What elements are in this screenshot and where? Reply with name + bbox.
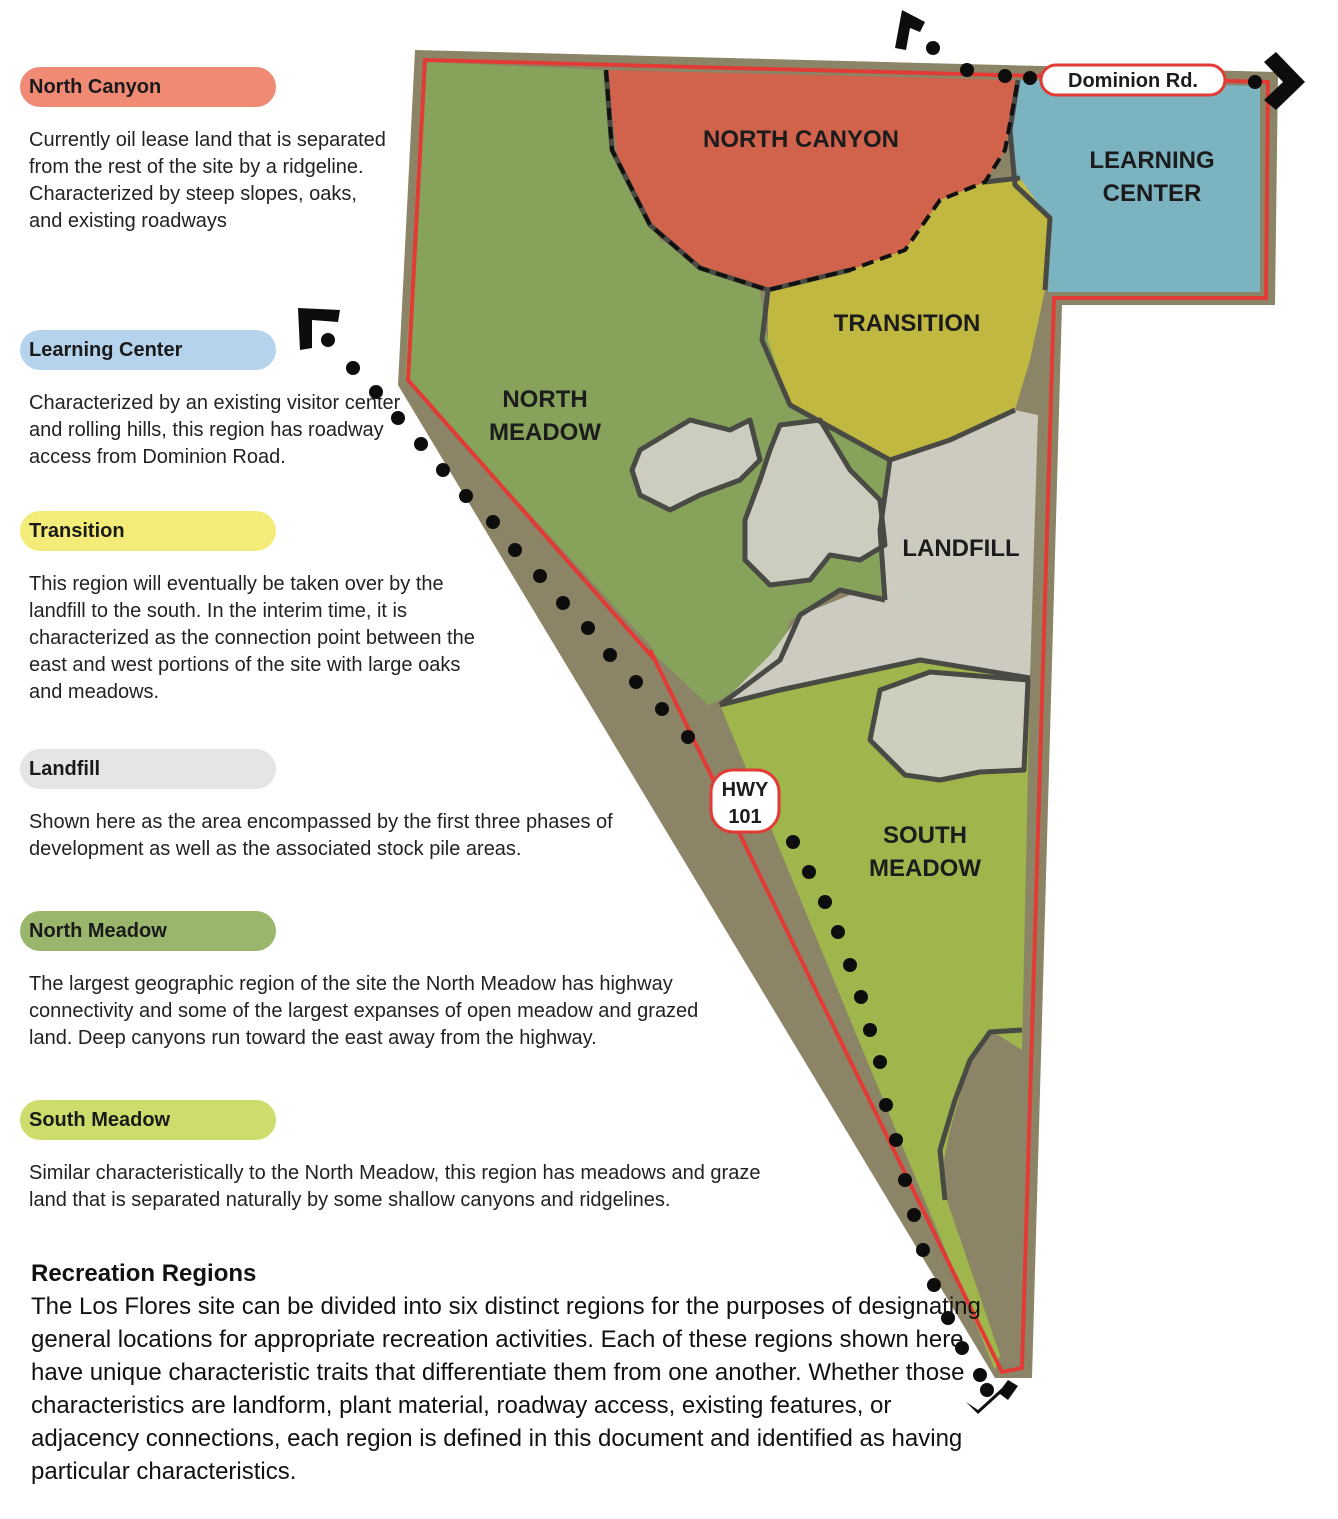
summary-body: The Los Flores site can be divided into six distinct regions for the purposes of designating general locations for appropriate recreation activities. Each of these regions shown here have unique characteristic traits that differentiate them from one another. Whether those characteristics are landform, plant material, roadway access, existing features, or adjacency connections, each region is defined in this document and identified as having particular characteristics. (31, 1293, 981, 1485)
legend-title-transition: Transition (20, 511, 276, 551)
label-landfill: LANDFILL (902, 535, 1020, 562)
label-north-meadow-line2: MEADOW (489, 419, 601, 446)
label-north-canyon: NORTH CANYON (703, 126, 899, 153)
legend-title-north-canyon: North Canyon (20, 67, 276, 107)
label-north-meadow-line1: NORTH (502, 386, 588, 413)
recreation-regions-summary (31, 1258, 991, 1488)
label-learning-center-line2: CENTER (1102, 180, 1202, 207)
legend-desc-transition: This region will eventually be taken over by the landfill to the south. In the interim time, it is characterized as the connection point between the east and west portions of the site with large oaks and meadows. (29, 573, 475, 703)
legend-desc-landfill: Shown here as the area encompassed by the first three phases of development as well as the associated stock pile areas. (29, 811, 613, 860)
dominion-road-label: Dominion Rd. (1068, 70, 1198, 92)
hwy-label-line1: HWY (721, 779, 769, 801)
entry-marker-west-dot (321, 333, 335, 347)
dominion-road-sign (1041, 65, 1225, 95)
highway-101-sign (711, 770, 779, 832)
label-transition: TRANSITION (833, 310, 981, 337)
label-south-meadow-line2: MEADOW (869, 855, 981, 882)
hwy-label-line2: 101 (728, 806, 762, 828)
legend-desc-learning-center: Characterized by an existing visitor center and rolling hills, this region has roadway access from Dominion Road. (29, 392, 401, 468)
legend-title-landfill: Landfill (20, 749, 276, 789)
entry-marker-north (895, 10, 925, 50)
label-south-meadow-line1: SOUTH (883, 822, 967, 849)
summary-heading: Recreation Regions (31, 1260, 257, 1287)
legend-title-north-meadow: North Meadow (20, 911, 276, 951)
legend-desc-north-canyon: Currently oil lease land that is separated from the rest of the site by a ridgeline. Characterized by steep slopes, oaks, and existing roadways (29, 129, 386, 232)
label-learning-center-line1: LEARNING (1089, 147, 1215, 174)
legend-title-learning-center: Learning Center (20, 330, 276, 370)
legend-title-south-meadow: South Meadow (20, 1100, 276, 1140)
legend-desc-north-meadow: The largest geographic region of the site the North Meadow has highway connectivity and some of the largest expanses of open meadow and grazed land. Deep canyons run toward the east away from the highway. (29, 973, 699, 1049)
legend-desc-south-meadow: Similar characteristically to the North Meadow, this region has meadows and graze land that is separated naturally by some shallow canyons and ridgelines. (29, 1162, 761, 1211)
